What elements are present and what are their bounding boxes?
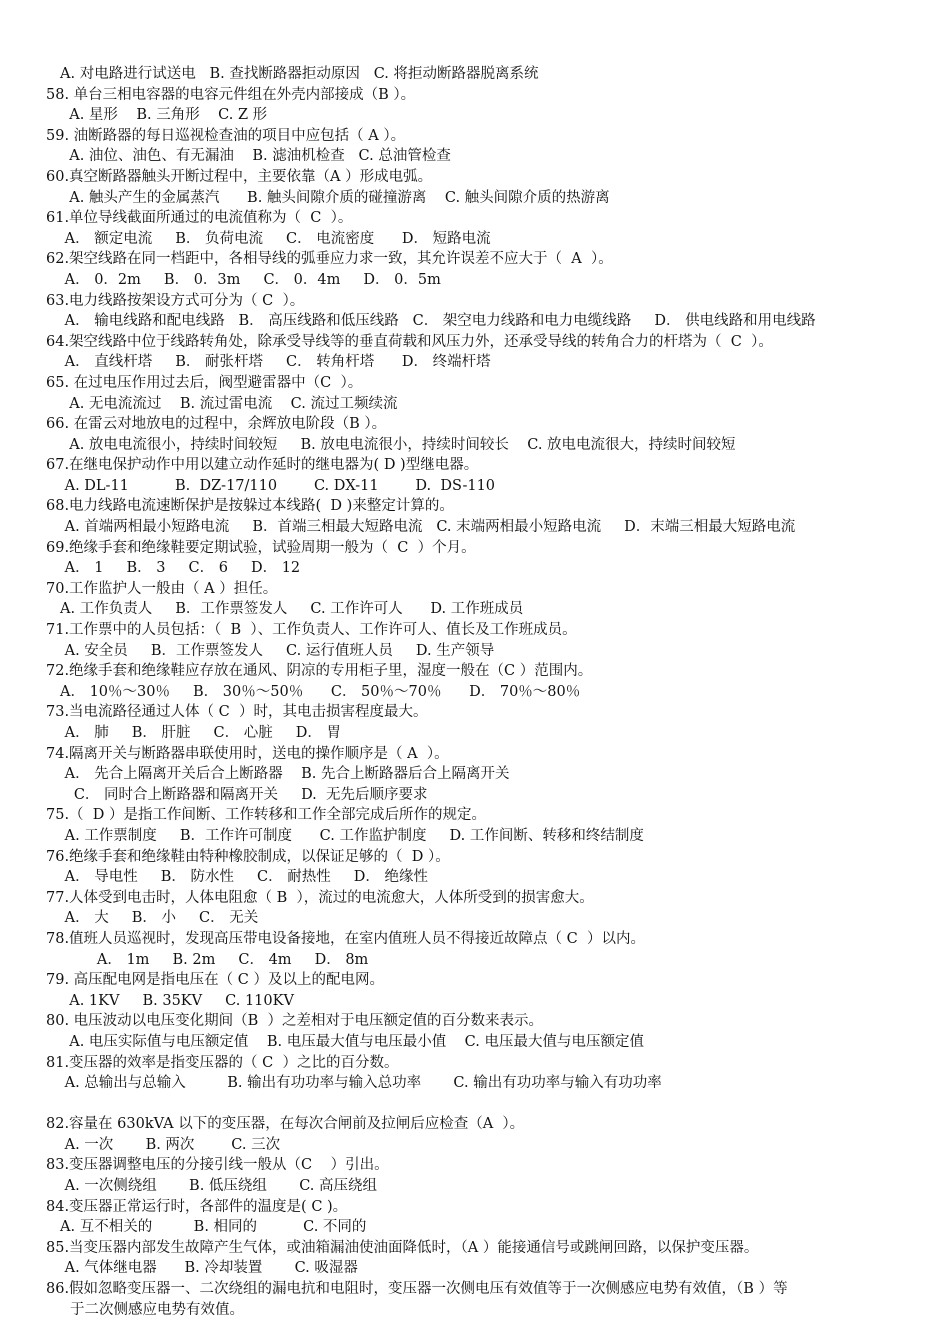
answer-options: A． 输电线路和配电线路 B． 高压线路和低压线路 C． 架空电力线路和电力电缆线路 D． 供电线路和用电线路 [60, 313, 816, 330]
answer-options: A. 油位、油色、有无漏油 B. 滤油机检查 C. 总油管检查 [60, 148, 451, 165]
answer-options: A. 一次侧绕组 B. 低压绕组 C. 高压绕组 [60, 1178, 377, 1195]
document-page [0, 64, 950, 1320]
question-text: 60.真空断路器触头开断过程中，主要依靠（A ）形成电弧。 [46, 168, 433, 185]
answer-options: C． 同时合上断路器和隔离开关 D. 无先后顺序要求 [60, 786, 428, 803]
question-text: 68.电力线路电流速断保护是按躲过本线路( D )来整定计算的。 [46, 498, 454, 515]
answer-options: A． 1m B. 2m C． 4m D． 8m [60, 951, 369, 968]
question-text: 85.当变压器内部发生故障产生气体，或油箱漏油使油面降低时，（A ）能接通信号或跳闸回路，以保护变压器。 [46, 1239, 759, 1256]
answer-options: A. 总输出与总输入 B. 输出有功功率与输入总功率 C. 输出有功功率与输入有功功率 [60, 1075, 662, 1092]
question-text: 58. 单台三相电容器的电容元件组在外壳内部接成（B ）。 [46, 86, 416, 103]
question-text: 70.工作监护人一般由（ A ）担任。 [46, 580, 278, 597]
answer-options: A． 先合上隔离开关后合上断路器 B. 先合上断路器后合上隔离开关 [60, 766, 510, 783]
answer-options: A. 一次 B. 两次 C. 三次 [60, 1136, 281, 1153]
question-text: 80. 电压波动以电压变化期间（B ）之差相对于电压额定值的百分数来表示。 [46, 1013, 544, 1030]
answer-options: A. DL-11 B. DZ-17/110 C. DX-11 D. DS-110 [60, 477, 496, 494]
answer-options: A. 对电路进行试送电 B. 查找断路器拒动原因 C. 将拒动断路器脱离系统 [60, 66, 539, 82]
question-text: 59. 油断路器的每日巡视检查油的项目中应包括（ A ）。 [46, 127, 406, 144]
question-text: 66. 在雷云对地放电的过程中，余辉放电阶段（B ）。 [46, 416, 387, 433]
answer-options: A. 安全员 B．工作票签发人 C. 运行值班人员 D. 生产领导 [60, 642, 495, 659]
answer-options: A. 气体继电器 B. 冷却装置 C. 吸湿器 [60, 1260, 358, 1277]
answer-options: A. 互不相关的 B. 相同的 C. 不同的 [60, 1219, 367, 1236]
question-text: 77.人体受到电击时，人体电阻愈（ B ），流过的电流愈大，人体所受到的损害愈大。 [46, 889, 594, 906]
question-text-continued: 于二次侧感应电势有效值。 [70, 1301, 244, 1318]
question-text: 69.绝缘手套和绝缘鞋要定期试验，试验周期一般为（ C ）个月。 [46, 539, 476, 556]
question-text: 79. 高压配电网是指电压在（ C ）及以上的配电网。 [46, 972, 384, 989]
answer-options: A． 肺 B． 肝脏 C． 心脏 D． 胃 [60, 725, 342, 741]
answer-options: A. 工作负责人 B．工作票签发人 C. 工作许可人 D. 工作班成员 [60, 601, 524, 618]
answer-options: A． 导电性 B． 防水性 C． 耐热性 D． 绝缘性 [60, 869, 429, 886]
question-text: 73.当电流路径通过人体（ C ）时，其电击损害程度最大。 [46, 704, 428, 721]
answer-options: A． 0．2m B． 0．3m C． 0．4m D． 0．5m [60, 271, 441, 288]
answer-options: A． 1 B． 3 C． 6 D． 12 [60, 560, 301, 577]
question-text: 72.绝缘手套和绝缘鞋应存放在通风、阴凉的专用柜子里，湿度一般在（C ）范围内。 [46, 663, 593, 680]
blank-line [0, 1094, 950, 1115]
answer-options: A． 额定电流 B． 负荷电流 C． 电流密度 D． 短路电流 [60, 230, 491, 247]
answer-options: A. 触头产生的金属蒸汽 B. 触头间隙介质的碰撞游离 C. 触头间隙介质的热游离 [60, 189, 610, 206]
answer-options: A. 无电流流过 B. 流过雷电流 C. 流过工频续流 [60, 395, 398, 412]
question-text: 83.变压器调整电压的分接引线一般从（C ）引出。 [46, 1157, 389, 1174]
question-text: 71.工作票中的人员包括：（ B ）、工作负责人、工作许可人、值长及工作班成员。 [46, 622, 577, 639]
answer-options: A. 电压实际值与电压额定值 B. 电压最大值与电压最小值 C. 电压最大值与电压额定值 [60, 1033, 644, 1050]
question-text: 64.架空线路中位于线路转角处，除承受导线等的垂直荷载和风压力外，还承受导线的转角合力的杆塔为（ C ）。 [46, 333, 773, 350]
question-text: 67.在继电保护动作中用以建立动作延时的继电器为( D )型继电器。 [46, 457, 479, 474]
question-text: 61.单位导线截面所通过的电流值称为（ C ）。 [46, 210, 353, 227]
answer-options: A. 工作票制度 B．工作许可制度 C. 工作监护制度 D. 工作间断、转移和终结制度 [60, 827, 644, 844]
answer-options: A. 1KV B. 35KV C. 110KV [60, 992, 294, 1009]
question-text: 65. 在过电压作用过去后，阀型避雷器中（C ）。 [46, 374, 363, 391]
question-text: 78.值班人员巡视时，发现高压带电设备接地，在室内值班人员不得接近故障点（ C ）以内。 [46, 930, 645, 947]
question-text: 76.绝缘手套和绝缘鞋由特种橡胶制成，以保证足够的（ D ）。 [46, 848, 450, 865]
answer-options: A． 直线杆塔 B． 耐张杆塔 C． 转角杆塔 D． 终端杆塔 [60, 354, 491, 371]
question-text: 82.容量在 630kVA 以下的变压器，在每次合闸前及拉闸后应检查（A ）。 [46, 1116, 525, 1133]
answer-options: A. 首端两相最小短路电流 B．首端三相最大短路电流 C. 末端两相最小短路电流 D．末端三相最大短路电流 [60, 519, 796, 536]
question-text: 75.（ D ）是指工作间断、工作转移和工作全部完成后所作的规定。 [46, 807, 487, 824]
answer-options: A． 大 B． 小 C． 无关 [60, 910, 259, 927]
question-text: 84.变压器正常运行时，各部件的温度是( C )。 [46, 1198, 348, 1215]
question-text: 63.电力线路按架设方式可分为（ C ）。 [46, 292, 305, 309]
question-text: 81.变压器的效率是指变压器的（ C ）之比的百分数。 [46, 1054, 399, 1071]
question-text: 74.隔离开关与断路器串联使用时，送电的操作顺序是（ A ）。 [46, 745, 449, 762]
answer-options: A. 放电电流很小，持续时间较短 B. 放电电流很小，持续时间较长 C. 放电电流很大，持续时间较短 [60, 436, 736, 453]
question-text: 86.假如忽略变压器一、二次绕组的漏电抗和电阻时，变压器一次侧电压有效值等于一次侧感应电势有效值，（B ）等 [46, 1281, 788, 1298]
answer-options: A． 10％～30％ B． 30％～50％ C． 50％～70％ D． 70％～80％ [60, 683, 581, 700]
question-text: 62.架空线路在同一档距中，各相导线的弧垂应力求一致，其允许误差不应大于（ A ）。 [46, 251, 613, 268]
answer-options: A. 星形 B. 三角形 C. Z 形 [60, 107, 268, 124]
